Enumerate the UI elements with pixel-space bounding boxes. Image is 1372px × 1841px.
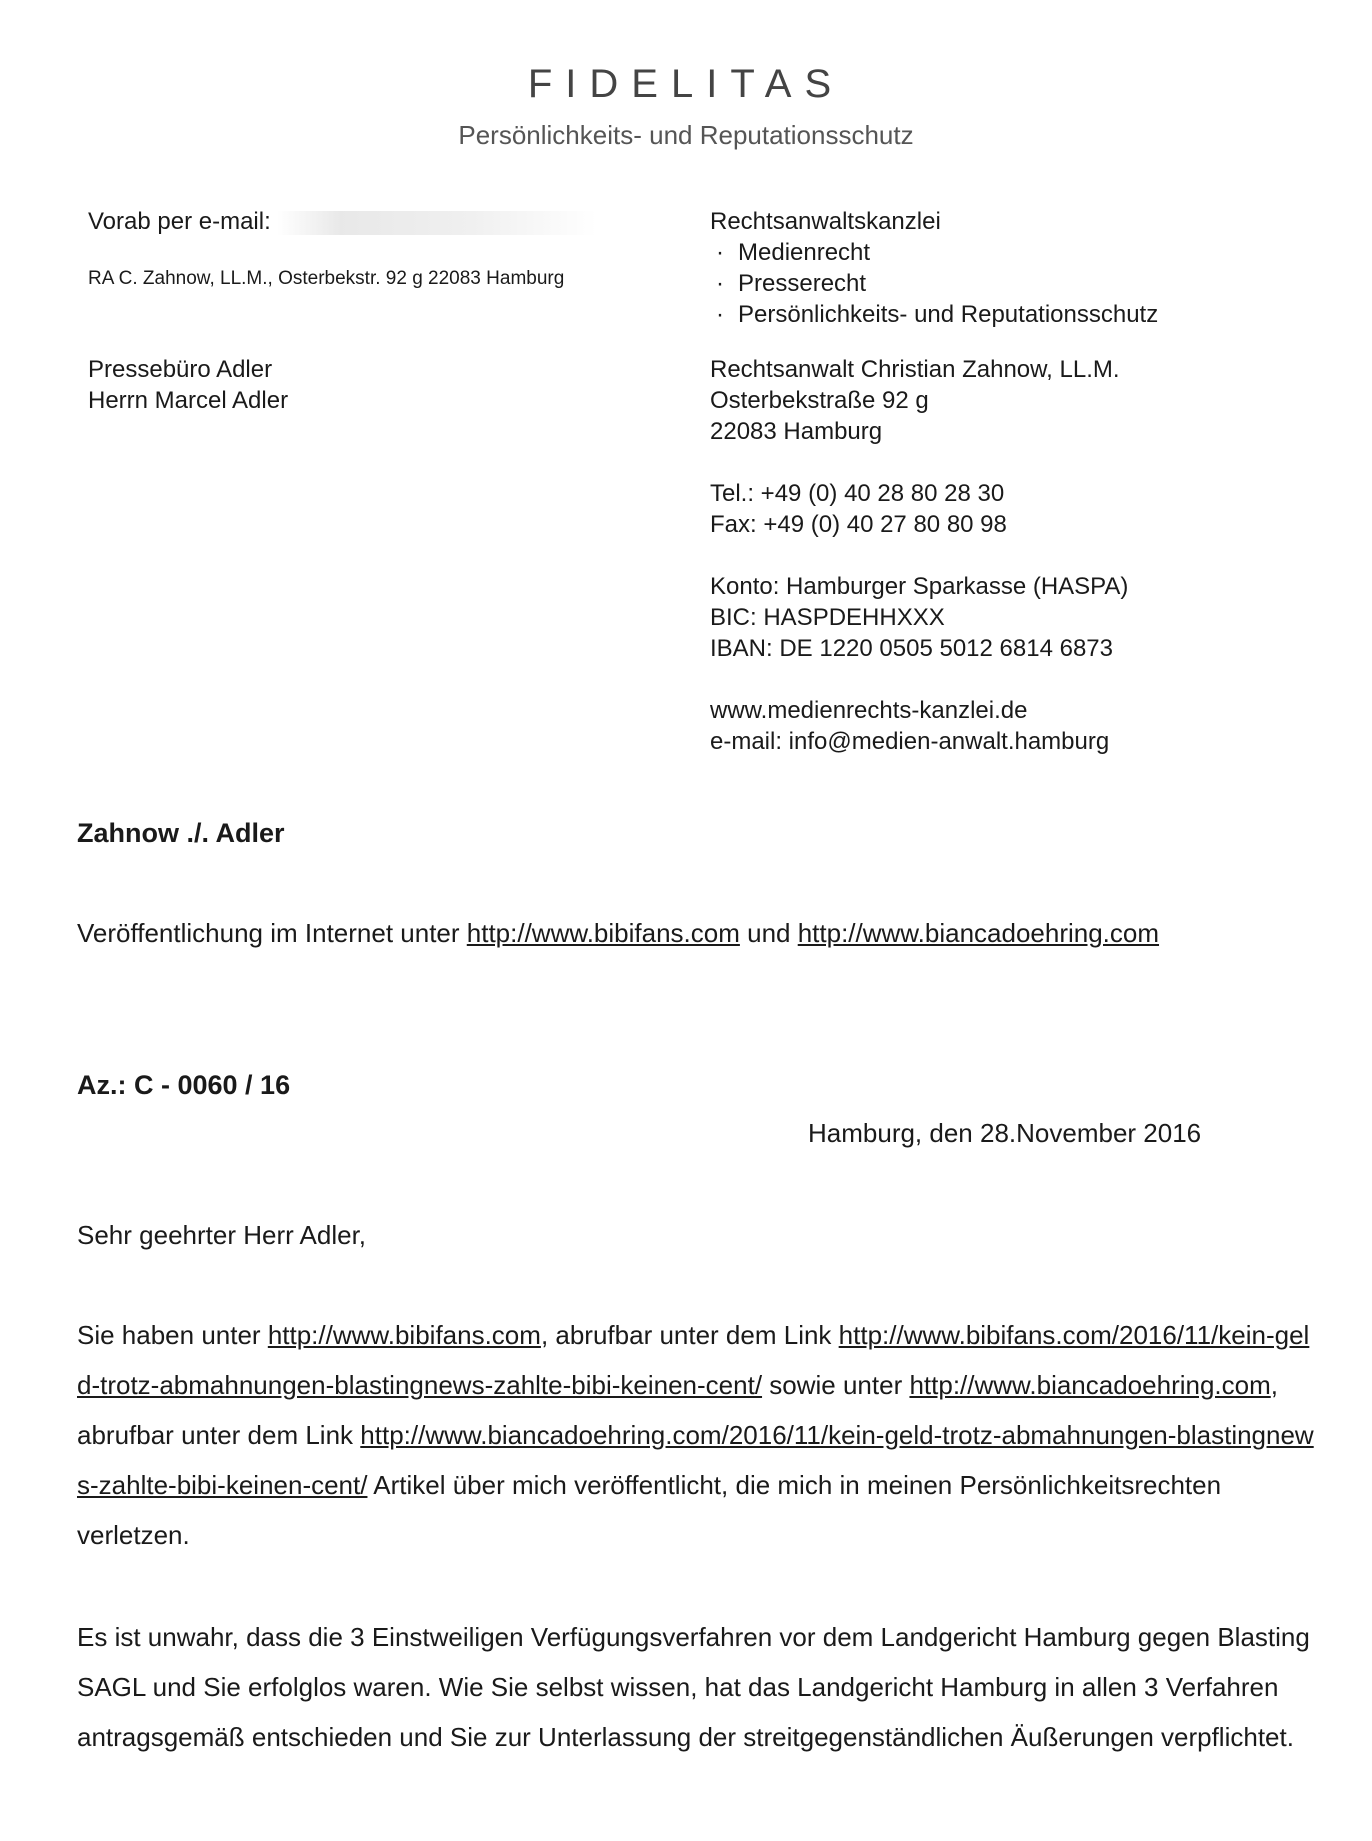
phone-line: Tel.: +49 (0) 40 28 80 28 30	[710, 480, 1005, 507]
salutation: Sehr geehrter Herr Adler,	[77, 1220, 367, 1250]
p1-text: , abrufbar unter dem Link	[540, 1320, 839, 1350]
fax-line: Fax: +49 (0) 40 27 80 80 98	[710, 511, 1007, 538]
p1-text: Artikel über mich veröffentlicht, die mich in meinen Persönlichkeitsrechten verletzen.	[77, 1470, 1222, 1550]
p1-text: Sie haben unter	[77, 1320, 268, 1350]
recipient-line: Pressebüro Adler	[88, 356, 273, 383]
website-line: www.medienrechts-kanzlei.de	[710, 697, 1028, 724]
brand-tagline: Persönlichkeits- und Reputationsschutz	[458, 120, 914, 150]
advance-email-line	[88, 206, 597, 237]
email-line: e-mail: info@medien-anwalt.hamburg	[710, 728, 1110, 755]
recipient-line: Herrn Marcel Adler	[88, 387, 289, 414]
specialty-item: · Persönlichkeits- und Reputationsschutz	[710, 299, 1158, 330]
address-line: 22083 Hamburg	[710, 418, 883, 445]
recipient-block	[88, 354, 288, 416]
advance-label: Vorab per e-mail:	[88, 208, 271, 235]
p1-text: sowie unter	[762, 1370, 910, 1400]
subject-link-biancadoehring[interactable]: http://www.biancadoehring.com	[797, 918, 1160, 948]
bank-line: BIC: HASPDEHHXXX	[710, 604, 945, 631]
firm-info-block	[710, 206, 1158, 330]
brand-name: FIDELITAS	[527, 62, 845, 106]
bank-line: IBAN: DE 1220 0505 5012 6814 6873	[710, 635, 1113, 662]
p1-link-biancadoehring[interactable]: http://www.biancadoehring.com	[909, 1370, 1271, 1400]
subject-prefix: Veröffentlichung im Internet unter	[77, 918, 467, 948]
case-title: Zahnow ./. Adler	[77, 818, 285, 848]
p1-link-biancadoehring-article[interactable]: http://www.biancadoehring.com/2016/11/kein-geld-trotz-abmahnungen-blastingnews-zahlte-bibi-keinen-cent/	[77, 1420, 1314, 1500]
address-line: Osterbekstraße 92 g	[710, 387, 929, 414]
paragraph-2: Es ist unwahr, dass die 3 Einstweiligen Verfügungsverfahren vor dem Landgericht Hamburg gegen Blasting SAGL und Sie erfolglos waren. Wie Sie selbst wissen, hat das Landgericht Hamburg in allen 3 Verfahren antragsgemäß entschieden und Sie zur Unterlassung der streitgegenständlichen Äußerungen verpflichtet.	[77, 1622, 1310, 1752]
letter-date: Hamburg, den 28.November 2016	[808, 1118, 1202, 1148]
address-line: Rechtsanwalt Christian Zahnow, LL.M.	[710, 356, 1120, 383]
specialty-item: · Presserecht	[710, 268, 1158, 299]
paragraph-1	[77, 1310, 1317, 1560]
firm-type: Rechtsanwaltskanzlei	[710, 208, 941, 235]
subject-line	[77, 918, 1159, 949]
subject-mid: und	[739, 918, 798, 948]
p1-link-bibifans-article[interactable]: http://www.bibifans.com/2016/11/kein-geld-trotz-abmahnungen-blastingnews-zahlte-bibi-keinen-cent/	[77, 1320, 1310, 1400]
bank-line: Konto: Hamburger Sparkasse (HASPA)	[710, 573, 1129, 600]
case-reference: Az.: C - 0060 / 16	[77, 1070, 291, 1100]
p1-text: , abrufbar unter dem Link	[77, 1370, 1278, 1450]
p1-link-bibifans[interactable]: http://www.bibifans.com	[267, 1320, 541, 1350]
firm-contact-block	[710, 354, 1128, 757]
specialty-item: · Medienrecht	[710, 237, 1158, 268]
subject-link-bibifans[interactable]: http://www.bibifans.com	[466, 918, 740, 948]
specialty-list	[710, 237, 1158, 330]
redacted-email	[277, 211, 597, 235]
sender-line: RA C. Zahnow, LL.M., Osterbekstr. 92 g 22083 Hamburg	[88, 268, 565, 289]
